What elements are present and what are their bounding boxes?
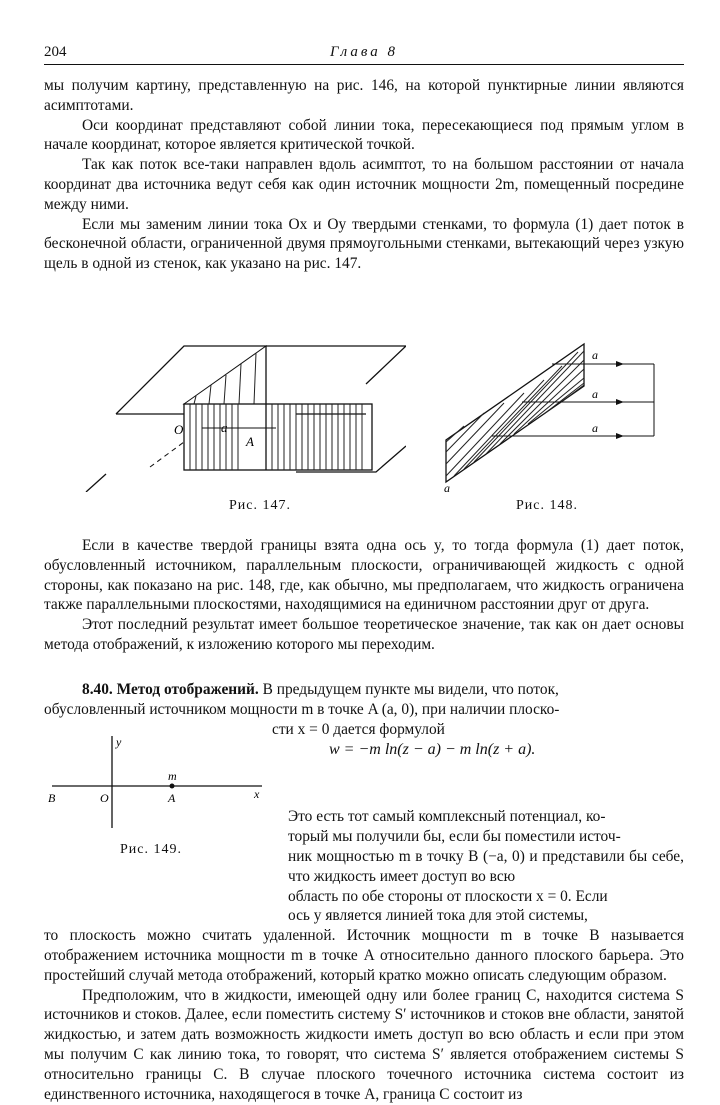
section-intro-line: сти x = 0 дается формулой <box>272 720 445 738</box>
figure-148-diagram <box>444 342 664 492</box>
formula-w: w = −m ln(z − a) − m ln(z + a). <box>329 741 536 758</box>
fig148-label-a1: a <box>592 348 598 362</box>
section-heading: 8.40. Метод отображений. <box>82 681 259 698</box>
fig149-label-B: B <box>48 791 56 805</box>
paragraph: мы получим картину, представленную на рис. 146, на которой пунктирные линии являются асимптотами. <box>44 77 684 114</box>
fig149-label-y: y <box>116 735 122 749</box>
section-side-line: Это есть тот самый комплексный потенциал, ко- <box>288 808 606 826</box>
fig148-label-a4: a <box>444 481 450 492</box>
paragraph: Так как поток все-таки направлен вдоль асимптот, то на большом расстоянии от начала координат два источника ведут себя как один источник мощности 2m, помещенный посредине между ними. <box>44 156 684 213</box>
text-block-1 <box>44 76 684 274</box>
paragraph: Предположим, что в жидкости, имеющей одну или более границ C, находится система S источников и стоков. Далее, если поместить систему S′ источников и стоков вне области, занятой жидкостью, и затем дать возможность жидкости иметь доступ во всю область и если при этом мы получим C как линию тока, то говорят, что система S′ является отображением системы S относительно границы C. В случае плоского точечного источника система состоит из единственного источника, находящегося в точке A, граница C состоит из <box>44 986 684 1103</box>
section-side-line: область по обе стороны от плоскости x = 0. Если <box>288 887 608 905</box>
section-intro-line: В предыдущем пункте мы видели, что поток, <box>262 681 559 698</box>
section-side-line: ось y является линией тока для этой системы, <box>288 907 588 925</box>
figure-148-caption: Рис. 148. <box>516 498 578 513</box>
fig147-label-A: A <box>246 434 254 449</box>
fig149-label-m: m <box>168 769 177 783</box>
section-side-line: торый мы получили бы, если бы поместили источ- <box>288 828 621 846</box>
hatch-back <box>194 353 256 404</box>
fig149-label-x: x <box>254 787 260 801</box>
running-header <box>44 42 684 65</box>
figure-149-diagram <box>44 732 274 832</box>
fig147-label-a: a <box>221 420 228 435</box>
chapter-title: Глава 8 <box>329 44 399 60</box>
page <box>44 42 684 1103</box>
fig148-label-a3: a <box>592 421 598 435</box>
fig149-label-O: O <box>100 791 109 805</box>
section-intro-line: обусловленный источником мощности m в точке A (a, 0), при наличии плоско- <box>44 700 560 718</box>
fig147-label-origin: O <box>174 422 184 437</box>
paragraph: Оси координат представляют собой линии тока, пересекающиеся под прямым углом в начале координат, которое является критической точкой. <box>44 116 684 154</box>
figure-149-caption: Рис. 149. <box>120 842 182 857</box>
fig149-label-A: A <box>168 791 176 805</box>
page-number: 204 <box>44 44 67 60</box>
paragraph: Если мы заменим линии тока Ox и Oy твердыми стенками, то формула (1) дает поток в бесконечной области, ограниченной двумя прямоугольными стенками, вытекающий через узкую щель в одной из стенок, как указано на рис. 147. <box>44 215 684 273</box>
paragraph: то плоскость можно считать удаленной. Источник мощности m в точке B называется отображением источника мощности m в точке A относительно данного плоского барьера. Это простейший случай метода отображений, который кратко можно описать следующим образом. <box>44 927 684 984</box>
hatch-wall-148 <box>446 351 584 476</box>
section-first-line <box>44 680 684 700</box>
text-block-2 <box>44 536 684 655</box>
paragraph: Этот последний результат имеет большое теоретическое значение, так как он дает основы метода отображений, к изложению которого мы переходим. <box>44 616 684 653</box>
paragraph: Если в качестве твердой границы взята одна ось y, то тогда формула (1) дает поток, обусловленный источником, параллельным плоскости, ограничивающей жидкость с одной стороны, как показано на рис. 148, где, как обычно, мы предполагаем, что жидкость ограничена также параллельными плоскостями, находящимися на единичном расстоянии друг от друга. <box>44 537 684 614</box>
figure-147-caption: Рис. 147. <box>229 498 291 513</box>
fig148-label-a2: a <box>592 387 598 401</box>
section-side-line: ник мощностью m в точку B (−a, 0) и представили бы себе, что жидкость имеет доступ во всю <box>288 847 684 885</box>
figure-147-diagram <box>76 342 406 492</box>
